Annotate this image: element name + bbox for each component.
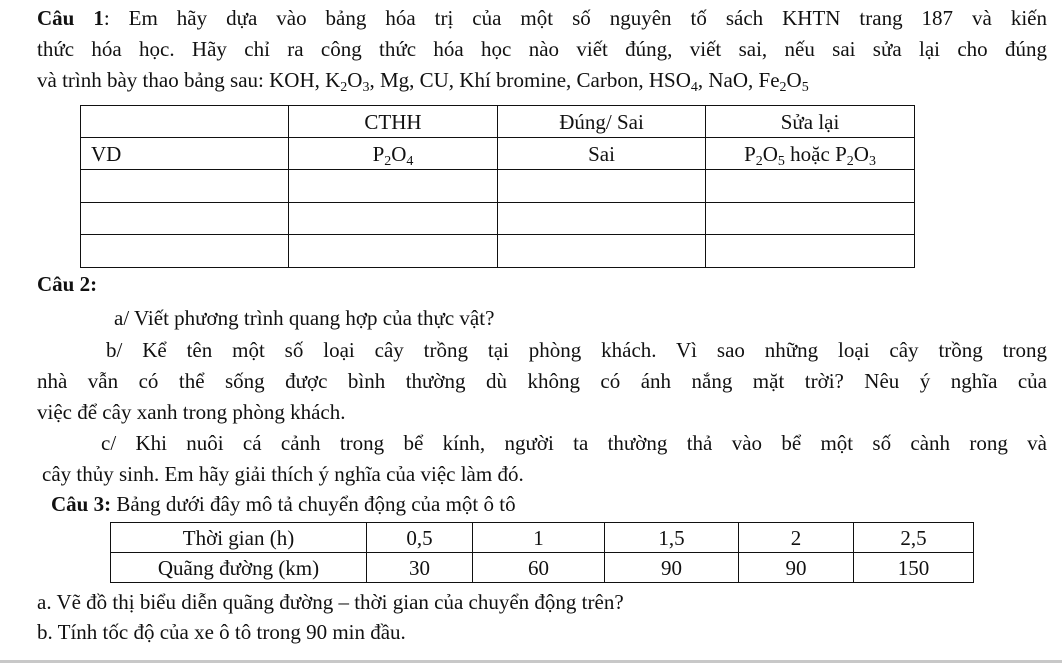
empty-cell	[81, 203, 289, 235]
q2-b-line-1: b/ Kể tên một số loại cây trồng tại phòng khách. Vì sao những loại cây trồng trong	[106, 338, 1047, 362]
formula-table-header-row	[81, 106, 915, 138]
q3-a: a. Vẽ đồ thị biểu diễn quãng đường – thời gian của chuyển động trên?	[37, 590, 624, 614]
time-value: 0,5	[367, 523, 473, 553]
q1-line-3: và trình bày thao bảng sau: KOH, $K_2O_3$, Mg, CU, Khí bromine, Carbon, $HSO_4$, NaO, $Fe_2O_5$	[37, 68, 809, 95]
header-cell-dung-sai: Đúng/ Sai	[498, 106, 706, 138]
formula-table-row-empty	[81, 170, 915, 203]
q2-c-line-1: c/ Khi nuôi cá cảnh trong bể kính, người ta thường thả vào bể một số cành rong và	[101, 431, 1047, 455]
formula-table-row-empty	[81, 203, 915, 235]
empty-cell	[81, 170, 289, 203]
formula-table-row-empty	[81, 235, 915, 268]
header-cell-sua-lai: Sửa lại	[706, 106, 915, 138]
motion-table-row-time	[111, 523, 974, 553]
empty-cell	[289, 203, 498, 235]
distance-value: 30	[367, 553, 473, 583]
q1-text-1: : Em hãy dựa vào bảng hóa trị của một số nguyên tố sách KHTN trang 187 và kiến	[103, 6, 1047, 30]
time-value: 2	[739, 523, 854, 553]
example-verdict: Sai	[498, 138, 706, 170]
q2-label: Câu 2:	[37, 272, 98, 296]
header-cell-empty	[81, 106, 289, 138]
empty-cell	[289, 170, 498, 203]
q1-label: Câu 1	[37, 6, 104, 30]
empty-cell	[706, 203, 915, 235]
empty-cell	[498, 203, 706, 235]
time-value: 2,5	[854, 523, 974, 553]
q3-b: b. Tính tốc độ của xe ô tô trong 90 min đầu.	[37, 620, 406, 644]
empty-cell	[706, 235, 915, 268]
empty-cell	[289, 235, 498, 268]
q2-b-line-3: việc để cây xanh trong phòng khách.	[37, 400, 346, 424]
distance-value: 90	[605, 553, 739, 583]
distance-header: Quãng đường (km)	[111, 553, 367, 583]
q2-c-line-2: cây thủy sinh. Em hãy giải thích ý nghĩa của việc làm đó.	[42, 462, 524, 486]
example-formula: $P_2O_4$	[289, 138, 498, 170]
time-value: 1,5	[605, 523, 739, 553]
empty-cell	[706, 170, 915, 203]
q2-b-line-2: nhà vẫn có thể sống được bình thường dù không có ánh nắng mặt trời? Nêu ý nghĩa của	[37, 369, 1047, 393]
motion-table	[110, 522, 974, 583]
q3-label: Câu 3:	[51, 492, 112, 516]
empty-cell	[81, 235, 289, 268]
motion-table-row-distance	[111, 553, 974, 583]
q1-line-2: thức hóa học. Hãy chỉ ra công thức hóa học nào viết đúng, viết sai, nếu sai sửa lại cho đúng	[37, 37, 1047, 61]
time-value: 1	[473, 523, 605, 553]
empty-cell	[498, 170, 706, 203]
formula-table	[80, 105, 915, 268]
example-label: VD	[81, 138, 289, 170]
distance-value: 60	[473, 553, 605, 583]
distance-value: 150	[854, 553, 974, 583]
distance-value: 90	[739, 553, 854, 583]
example-fix: $P_2O_5$ hoặc $P_2O_3$	[706, 138, 915, 170]
formula-table-example-row	[81, 138, 915, 170]
empty-cell	[498, 235, 706, 268]
header-cell-cthh: CTHH	[289, 106, 498, 138]
q3-intro: Câu 3: Bảng dưới đây mô tả chuyển động của một ô tô	[51, 492, 516, 516]
time-header: Thời gian (h)	[111, 523, 367, 553]
q1-line-1	[37, 6, 1047, 30]
q2-a: a/ Viết phương trình quang hợp của thực vật?	[114, 306, 495, 330]
